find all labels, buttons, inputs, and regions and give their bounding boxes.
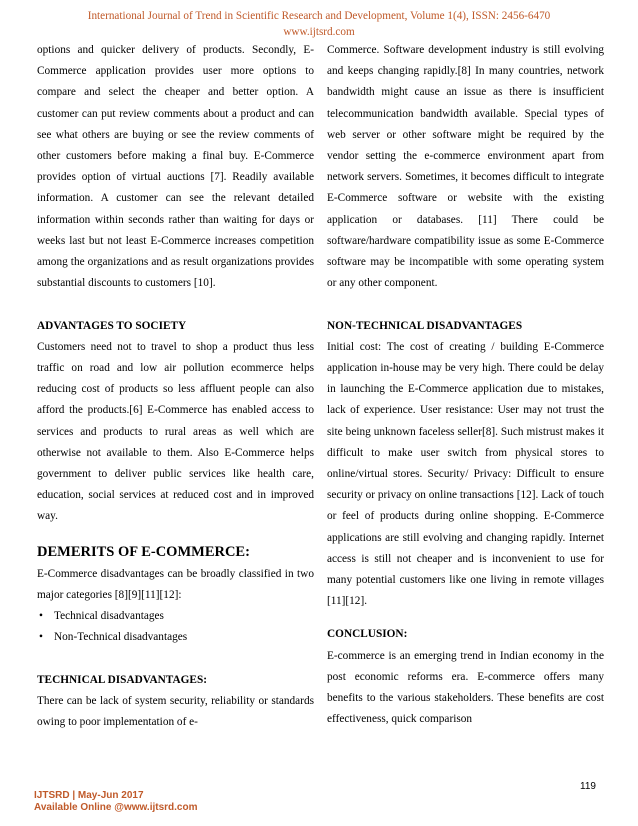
- list-item: • Non-Technical disadvantages: [37, 627, 314, 648]
- list-item: • Technical disadvantages: [37, 606, 314, 627]
- footer-url: Available Online @www.ijtsrd.com: [34, 802, 198, 813]
- footer-issue: IJTSRD | May-Jun 2017: [34, 790, 144, 801]
- technical-heading: TECHNICAL DISADVANTAGES:: [37, 673, 208, 686]
- technical-paragraph: There can be lack of system security, reliability or standards owing to poor implementation of e-: [37, 694, 314, 729]
- nontechnical-heading: NON-TECHNICAL DISADVANTAGES: [327, 319, 523, 332]
- journal-title: International Journal of Trend in Scientific Research and Development, Volume 1(4), ISSN: 2456-6470: [87, 10, 551, 22]
- conclusion-heading: CONCLUSION:: [327, 628, 408, 641]
- journal-url: www.ijtsrd.com: [283, 26, 355, 38]
- demerits-heading: DEMERITS OF E-COMMERCE:: [37, 543, 250, 560]
- bullet-icon: •: [39, 610, 43, 623]
- bullet-icon: •: [39, 631, 43, 644]
- nontechnical-paragraph: Initial cost: The cost of creating / building E-Commerce application in-house may be very high. There could be delay in launching the E-Commerce application due to mistakes, lack of experience. User resistance: User may not trust the site being unknown faceless seller[8]. Such mistrust makes it difficult to make user switch from physical stores to online/virtual stores. Security/ Privacy: Difficult to ensure security or privacy on online transactions [12]. Lack of touch or feel of products during online shopping. E-Commerce applications are still evolving and changing rapidly. Internet access is still not cheaper and is inconvenient to use for many potential customers like one living in remote villages [11][12].: [327, 340, 604, 608]
- page-number: 119: [580, 781, 596, 792]
- demerits-paragraph: E-Commerce disadvantages can be broadly classified in two major categories [8][9][11][12]:: [37, 567, 314, 601]
- demerits-list: [37, 606, 314, 648]
- society-paragraph: Customers need not to travel to shop a product thus less traffic on road and low air pollution ecommerce helps reducing cost of products so less affluent people can also afford the products.[6] E-Commerce has enabled access to services and products to rural areas as well which are otherwise not available to them. Also E-Commerce helps government to deliver public services like health care, education, social services at reduced cost and in improved way.: [37, 340, 314, 523]
- page-footer: [34, 790, 198, 814]
- intro-paragraph: options and quicker delivery of products. Secondly, E-Commerce application provides user more options to compare and select the cheaper and better option. A customer can put review comments about a product and can see what others are buying or see the review comments of other customers before making a final buy. E-Commerce provides option of virtual auctions [7]. Readily available information. A customer can see the relevant detailed information within seconds rather than waiting for days or weeks last but not least E-Commerce increases competition among the organizations and as result organizations provides substantial discounts to customers [10].: [37, 44, 314, 290]
- conclusion-paragraph: E-commerce is an emerging trend in Indian economy in the post economic reforms era. E-commerce offers many benefits to the various stakeholders. These benefits are cost effectiveness, quick comparison: [327, 649, 604, 726]
- society-heading: ADVANTAGES TO SOCIETY: [37, 319, 187, 332]
- right-column: [327, 40, 604, 730]
- left-column: [37, 40, 314, 733]
- continued-paragraph: Commerce. Software development industry is still evolving and keeps changing rapidly.[8] In many countries, network bandwidth might cause an issue as there is insufficient telecommunication bandwidth available. Special types of web server or other software might be required by the vendor setting the e-commerce environment apart from network servers. Sometimes, it becomes difficult to integrate E-Commerce software or website with the existing application or databases. [11] There could be software/hardware compatibility issue as some E-Commerce software may be incompatible with some operating system or any other component.: [327, 44, 604, 290]
- journal-header: [0, 8, 638, 40]
